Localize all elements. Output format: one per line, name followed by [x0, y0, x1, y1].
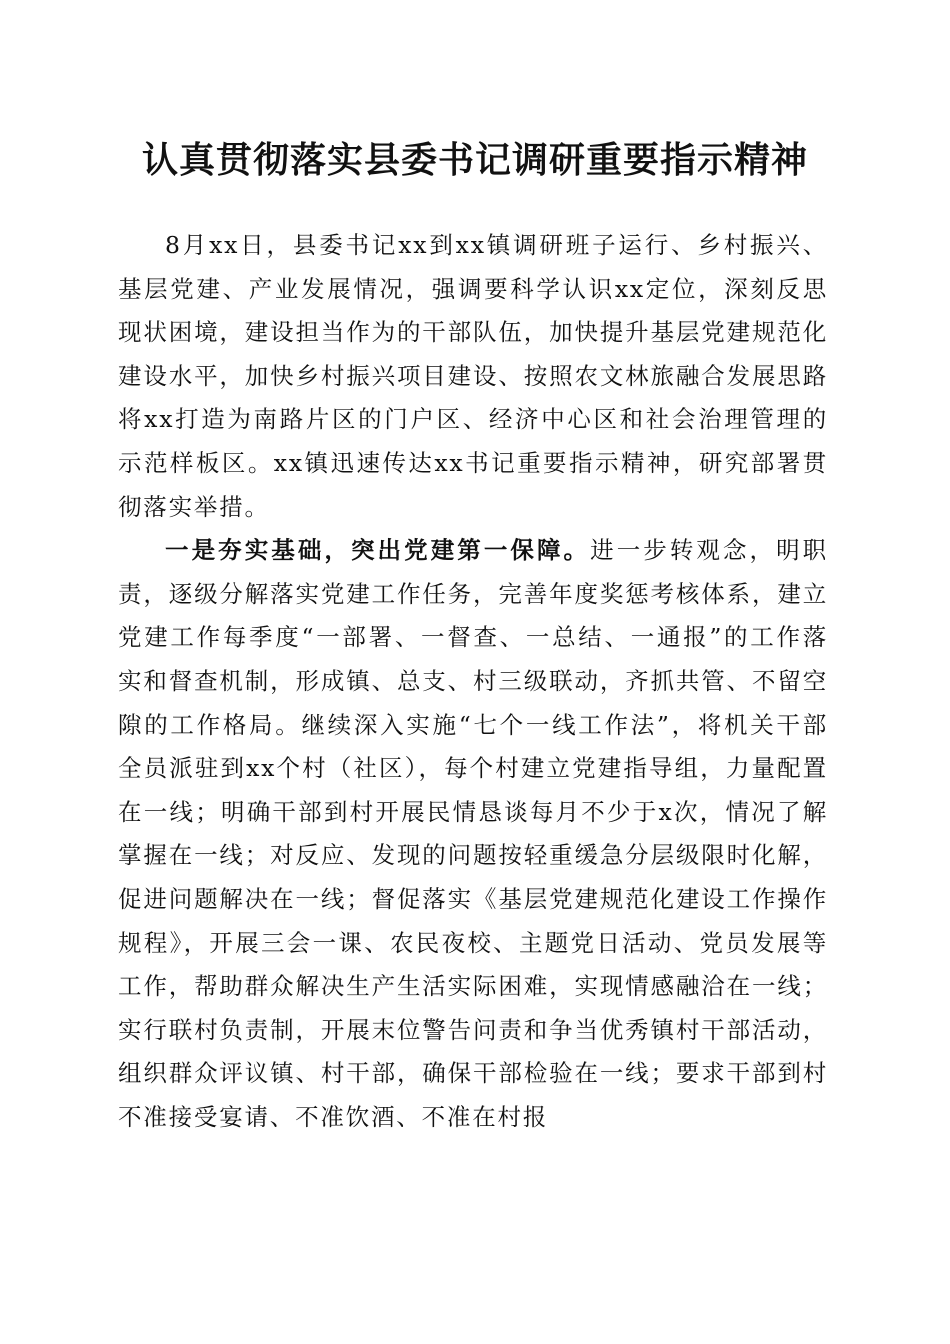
- document-title: 认真贯彻落实县委书记调研重要指示精神: [141, 139, 808, 181]
- paragraph-intro-text: 8月xx日，县委书记xx到xx镇调研班子运行、乡村振兴、基层党建、产业发展情况，强调要科学认识xx定位，深刻反思现状困境，建设担当作为的干部队伍，加快提升基层党建规范化建设水平，加快乡村振兴项目建设、按照农文林旅融合发展思路将xx打造为南路片区的门户区、经济中心区和社会治理管理的示范样板区。xx镇迅速传达xx书记重要指示精神，研究部署贯彻落实举措。: [118, 231, 828, 521]
- document-body: [118, 224, 828, 1139]
- paragraph-point-one-text: 进一步转观念，明职责，逐级分解落实党建工作任务，完善年度奖惩考核体系，建立党建工作每季度“一部署、一督查、一总结、一通报”的工作落实和督查机制，形成镇、总支、村三级联动，齐抓共管、不留空隙的工作格局。继续深入实施“七个一线工作法”，将机关干部全员派驻到xx个村（社区），每个村建立党建指导组，力量配置在一线；明确干部到村开展民情恳谈每月不少于x次，情况了解掌握在一线；对反应、发现的问题按轻重缓急分层级限时化解，促进问题解决在一线；督促落实《基层党建规范化建设工作操作规程》，开展三会一课、农民夜校、主题党日活动、党员发展等工作，帮助群众解决生产生活实际困难，实现情感融洽在一线；实行联村负责制，开展末位警告问责和争当优秀镇村干部活动，组织群众评议镇、村干部，确保干部检验在一线；要求干部到村不准接受宴请、不准饮酒、不准在村报: [118, 536, 828, 1131]
- paragraph-point-one-lead: 一是夯实基础，突出党建第一保障。: [165, 536, 591, 565]
- paragraph-intro: [118, 224, 828, 529]
- paragraph-point-one: [118, 529, 828, 1139]
